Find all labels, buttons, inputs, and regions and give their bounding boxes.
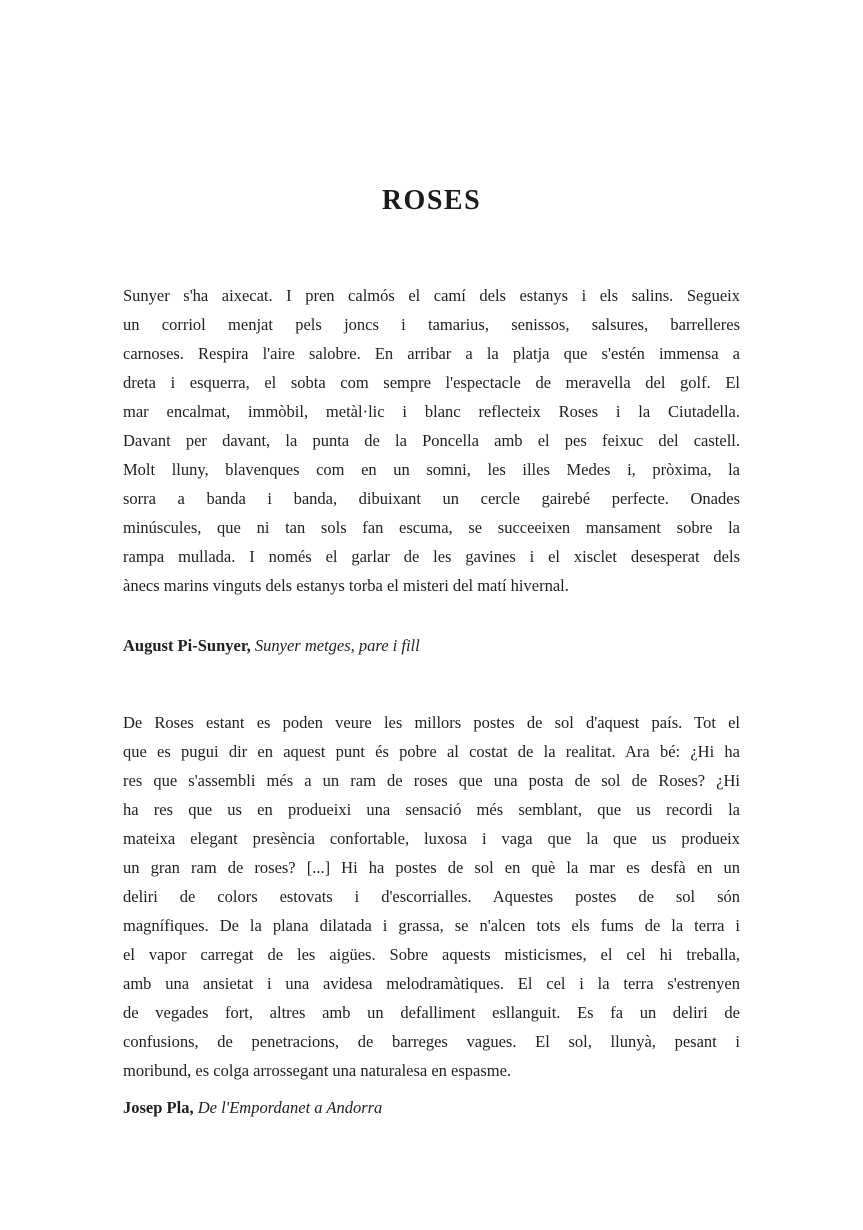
text-line: ànecs marins vinguts dels estanys torba el misteri del matí hivernal. bbox=[123, 576, 569, 595]
text-line: mar encalmat, immòbil, metàl·lic i blanc reflecteix Roses i la Ciutadella. bbox=[123, 402, 740, 421]
text-line: deliri de colors estovats i d'escorrialles. Aquestes postes de sol són bbox=[123, 887, 740, 906]
text-line: moribund, es colga arrossegant una naturalesa en espasme. bbox=[123, 1061, 512, 1080]
attribution-separator: , bbox=[246, 636, 255, 655]
text-line: sorra a banda i banda, dibuixant un cercle gairebé perfecte. Onades bbox=[123, 489, 740, 508]
text-line: Sunyer s'ha aixecat. I pren calmós el camí dels estanys i els salins. Segueix bbox=[123, 286, 740, 305]
text-line: carnoses. Respira l'aire salobre. En arribar a la platja que s'estén immensa a bbox=[123, 344, 740, 363]
attribution-work: De l'Empordanet a Andorra bbox=[197, 1098, 383, 1117]
text-line: res que s'assembli més a un ram de roses que una posta de sol de Roses? ¿Hi bbox=[123, 771, 740, 790]
attribution-pla bbox=[123, 1093, 740, 1122]
attribution-author: August Pi-Sunyer bbox=[123, 636, 247, 655]
text-line: dreta i esquerra, el sobta com sempre l'espectacle de meravella del golf. El bbox=[123, 373, 740, 392]
attribution-separator: , bbox=[189, 1098, 198, 1117]
text-line: magnífiques. De la plana dilatada i grassa, se n'alcen tots els fums de la terra i bbox=[123, 916, 740, 935]
quote-paragraph-pi-sunyer bbox=[123, 281, 740, 600]
text-line: Davant per davant, la punta de la Poncella amb el pes feixuc del castell. bbox=[123, 431, 740, 450]
text-line: un corriol menjat pels joncs i tamarius, senissos, salsures, barrelleres bbox=[123, 315, 740, 334]
page-title: ROSES bbox=[381, 185, 482, 216]
text-line: De Roses estant es poden veure les millors postes de sol d'aquest país. Tot el bbox=[123, 713, 740, 732]
text-line: que es pugui dir en aquest punt és pobre al costat de la realitat. Ara bé: ¿Hi ha bbox=[123, 742, 740, 761]
attribution-author: Josep Pla bbox=[123, 1098, 190, 1117]
text-line: rampa mullada. I només el garlar de les gavines i el xisclet desesperat dels bbox=[123, 547, 740, 566]
attribution-work: Sunyer metges, pare i fill bbox=[254, 636, 420, 655]
text-line: confusions, de penetracions, de barreges vagues. El sol, llunyà, pesant i bbox=[123, 1032, 740, 1051]
attribution-pi-sunyer bbox=[123, 631, 740, 660]
text-line: amb una ansietat i una avidesa melodramàtiques. El cel i la terra s'estrenyen bbox=[123, 974, 740, 993]
text-line: un gran ram de roses? [...] Hi ha postes de sol en què la mar es desfà en un bbox=[123, 858, 740, 877]
text-line: mateixa elegant presència confortable, luxosa i vaga que la que us produeix bbox=[123, 829, 740, 848]
text-line: de vegades fort, altres amb un defalliment esllanguit. Es fa un deliri de bbox=[123, 1003, 740, 1022]
text-line: Molt lluny, blavenques com en un somni, les illes Medes i, pròxima, la bbox=[123, 460, 740, 479]
text-line: el vapor carregat de les aigües. Sobre aquests misticismes, el cel hi treballa, bbox=[123, 945, 740, 964]
text-line: ha res que us en produeixi una sensació més semblant, que us recordi la bbox=[123, 800, 740, 819]
text-line: minúscules, que ni tan sols fan escuma, se succeeixen mansament sobre la bbox=[123, 518, 740, 537]
quote-paragraph-pla bbox=[123, 708, 740, 1085]
